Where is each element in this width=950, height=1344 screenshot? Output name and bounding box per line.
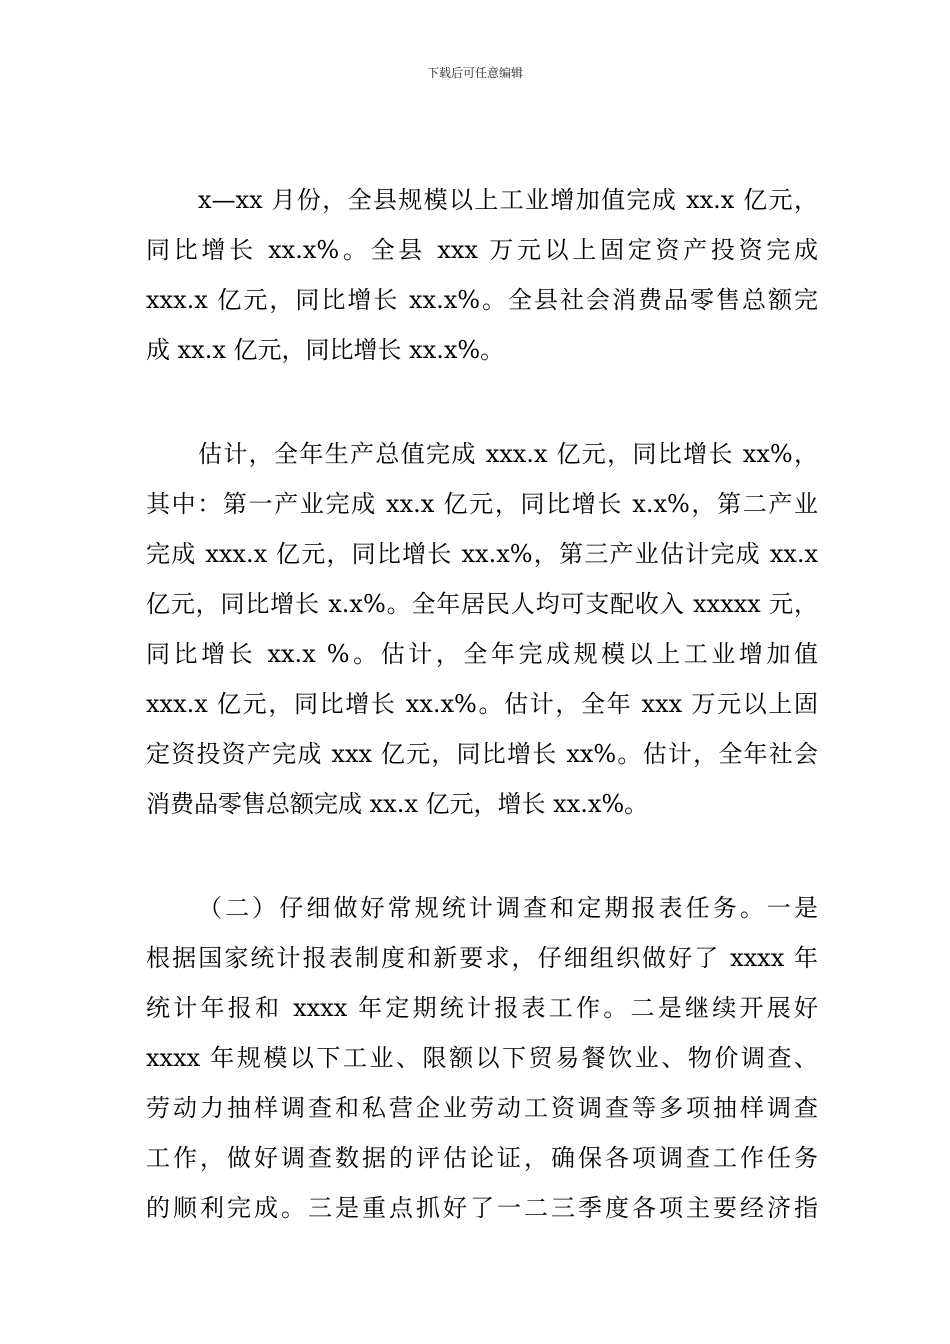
text-line: 消费品零售总额完成 xx.x 亿元，增长 xx.x%。 xyxy=(146,790,649,818)
text-line: x—xx 月份，全县规模以上工业增加值完成 xx.x 亿元， xyxy=(198,186,818,214)
text-line: 根据国家统计报表制度和新要求，仔细组织做好了 xxxx 年 xyxy=(146,944,818,972)
text-line: 完成 xxx.x 亿元，同比增长 xx.x%，第三产业估计完成 xx.x xyxy=(146,540,818,568)
text-line: xxx.x 亿元，同比增长 xx.x%。估计，全年 xxx 万元以上固 xyxy=(146,690,818,718)
text-line: 其中：第一产业完成 xx.x 亿元，同比增长 x.x%，第二产业 xyxy=(146,490,818,518)
text-line: 统计年报和 xxxx 年定期统计报表工作。二是继续开展好 xyxy=(146,994,818,1022)
text-line: 成 xx.x 亿元，同比增长 xx.x%。 xyxy=(146,336,505,364)
text-line: 同比增长 xx.x%。全县 xxx 万元以上固定资产投资完成 xyxy=(146,236,818,264)
paragraph-gap xyxy=(146,382,818,436)
text-line: 估计，全年生产总值完成 xxx.x 亿元，同比增长 xx%， xyxy=(198,440,818,468)
paragraph-gap xyxy=(146,836,818,890)
text-line: xxxx 年规模以下工业、限额以下贸易餐饮业、物价调查、 xyxy=(146,1044,818,1072)
page-header: 下载后可任意编辑 xyxy=(426,66,523,80)
text-line: 亿元，同比增长 x.x%。全年居民人均可支配收入 xxxxx 元， xyxy=(146,590,818,618)
text-line: 劳动力抽样调查和私营企业劳动工资调查等多项抽样调查 xyxy=(146,1094,818,1122)
text-line: （二）仔细做好常规统计调查和定期报表任务。一是 xyxy=(198,894,818,922)
paragraph-monthly-stats xyxy=(146,182,818,382)
text-line: 同比增长 xx.x %。估计，全年完成规模以上工业增加值 xyxy=(146,640,818,668)
text-line: xxx.x 亿元，同比增长 xx.x%。全县社会消费品零售总额完 xyxy=(146,286,818,314)
paragraph-statistical-surveys xyxy=(146,890,818,1240)
text-line: 工作，做好调查数据的评估论证，确保各项调查工作任务 xyxy=(146,1144,818,1172)
text-line: 定资投资产完成 xxx 亿元，同比增长 xx%。估计，全年社会 xyxy=(146,740,818,768)
text-line: 的顺利完成。三是重点抓好了一二三季度各项主要经济指 xyxy=(146,1194,818,1222)
paragraph-annual-estimate xyxy=(146,436,818,836)
document-body xyxy=(146,182,818,1240)
